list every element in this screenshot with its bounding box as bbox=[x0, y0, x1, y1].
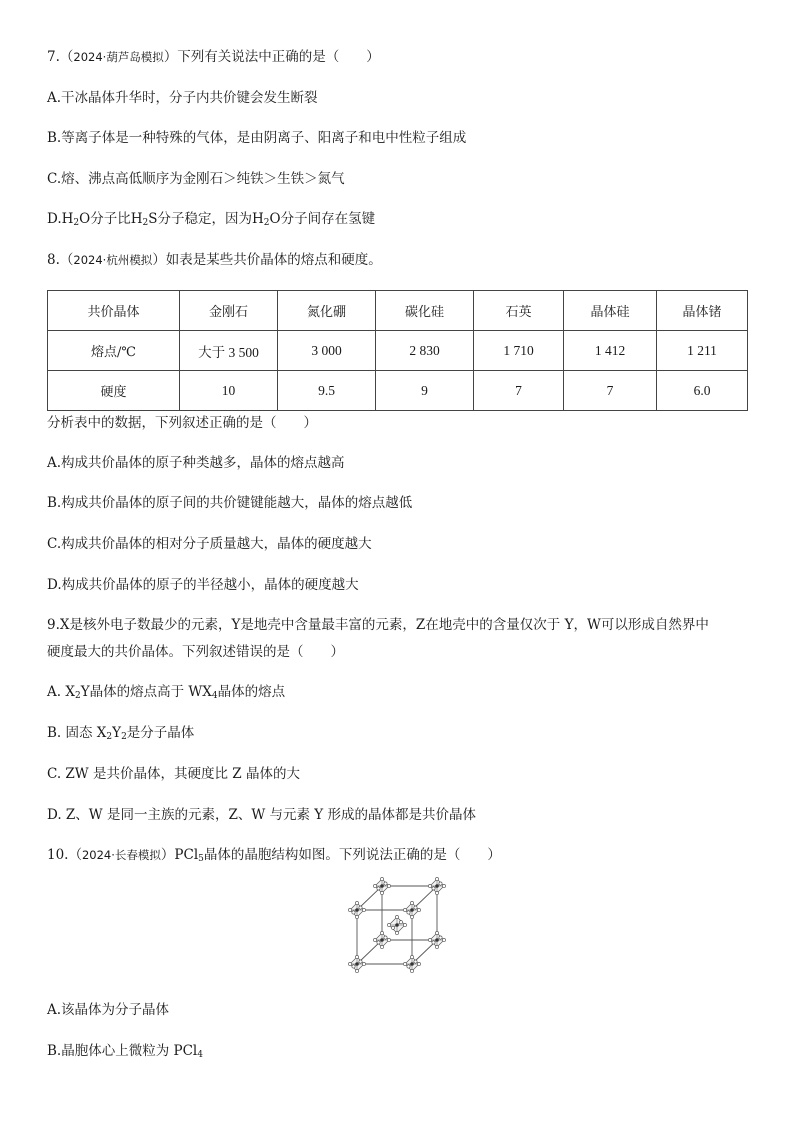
table-cell: 石英 bbox=[474, 291, 564, 331]
table-cell: 1 211 bbox=[657, 331, 748, 371]
table-cell: 熔点/℃ bbox=[48, 331, 180, 371]
table-cell: 2 830 bbox=[376, 331, 474, 371]
table-cell: 9.5 bbox=[278, 371, 376, 411]
q9-stem-line1: 9.X是核外电子数最少的元素，Y是地壳中含量最丰富的元素，Z在地壳中的含量仅次于 Y，W可以形成自然界中 bbox=[47, 617, 709, 633]
q8-option-d: D.构成共价晶体的原子的半径越小，晶体的硬度越大 bbox=[47, 577, 359, 593]
q8-option-b: B.构成共价晶体的原子间的共价键键能越大，晶体的熔点越低 bbox=[47, 495, 413, 511]
table-cell: 晶体锗 bbox=[657, 291, 748, 331]
table-cell: 1 710 bbox=[474, 331, 564, 371]
table-cell: 7 bbox=[564, 371, 657, 411]
table-cell: 硬度 bbox=[48, 371, 180, 411]
q8-option-a: A.构成共价晶体的原子种类越多，晶体的熔点越高 bbox=[47, 455, 345, 471]
q7-source: 2024·葫芦岛模拟 bbox=[73, 50, 164, 64]
q9-option-a: A. $X_2Y$晶体的熔点高于 $WX_4$晶体的熔点 bbox=[47, 684, 286, 701]
q9-option-c: C. ZW 是共价晶体，其硬度比 Z 晶体的大 bbox=[47, 766, 300, 782]
q9-option-b: B. 固态 $X_2Y_2$是分子晶体 bbox=[47, 725, 195, 742]
q8-option-c: C.构成共价晶体的相对分子质量越大，晶体的硬度越大 bbox=[47, 536, 372, 552]
table-cell: 碳化硅 bbox=[376, 291, 474, 331]
table-cell: 9 bbox=[376, 371, 474, 411]
q9-option-d: D. Z、W 是同一主族的元素，Z、W 与元素 Y 形成的晶体都是共价晶体 bbox=[47, 807, 477, 823]
body-center-octahedron bbox=[387, 915, 406, 934]
q8-source: 2024·杭州模拟 bbox=[73, 253, 153, 267]
table-cell: 10 bbox=[180, 371, 278, 411]
q9-stem-line2: 硬度最大的共价晶体。下列叙述错误的是（ ） bbox=[47, 644, 344, 660]
table-header-row bbox=[48, 291, 748, 331]
q10-stem: 10.（2024·长春模拟）PCl$_5$晶体的晶胞结构如图。下列说法正确的是（ ） bbox=[47, 847, 501, 864]
table-cell: 共价晶体 bbox=[48, 291, 180, 331]
table-cell: 6.0 bbox=[657, 371, 748, 411]
q7-option-a: A.干冰晶体升华时，分子内共价键会发生断裂 bbox=[47, 90, 318, 106]
q10-option-a: A.该晶体为分子晶体 bbox=[47, 1002, 170, 1018]
q7-stem: 7.（2024·葫芦岛模拟）下列有关说法中正确的是（ ） bbox=[47, 49, 380, 65]
unit-cell-diagram bbox=[342, 874, 452, 980]
q7-option-b: B.等离子体是一种特殊的气体，是由阴离子、阳离子和电中性粒子组成 bbox=[47, 130, 467, 146]
table-cell: 1 412 bbox=[564, 331, 657, 371]
q10-option-b: B.晶胞体心上微粒为 PCl$_4$ bbox=[47, 1043, 203, 1060]
table-cell: 大于 3 500 bbox=[180, 331, 278, 371]
table-cell: 7 bbox=[474, 371, 564, 411]
q8-after-table: 分析表中的数据，下列叙述正确的是（ ） bbox=[47, 415, 317, 431]
table-row-melting-point bbox=[48, 331, 748, 371]
table-cell: 晶体硅 bbox=[564, 291, 657, 331]
q7-option-d: $D.H_2O$分子比$H_2S$分子稳定，因为$H_2O$分子间存在氢键 bbox=[47, 211, 376, 228]
q8-stem: 8.（2024·杭州模拟）如表是某些共价晶体的熔点和硬度。 bbox=[47, 252, 382, 268]
q10-source: 2024·长春模拟 bbox=[81, 848, 161, 862]
table-cell: 金刚石 bbox=[180, 291, 278, 331]
table-row-hardness bbox=[48, 371, 748, 411]
table-cell: 3 000 bbox=[278, 331, 376, 371]
crystal-properties-table bbox=[47, 290, 748, 411]
q7-option-c: C.熔、沸点高低顺序为金刚石＞纯铁＞生铁＞氮气 bbox=[47, 171, 345, 187]
table-cell: 氮化硼 bbox=[278, 291, 376, 331]
